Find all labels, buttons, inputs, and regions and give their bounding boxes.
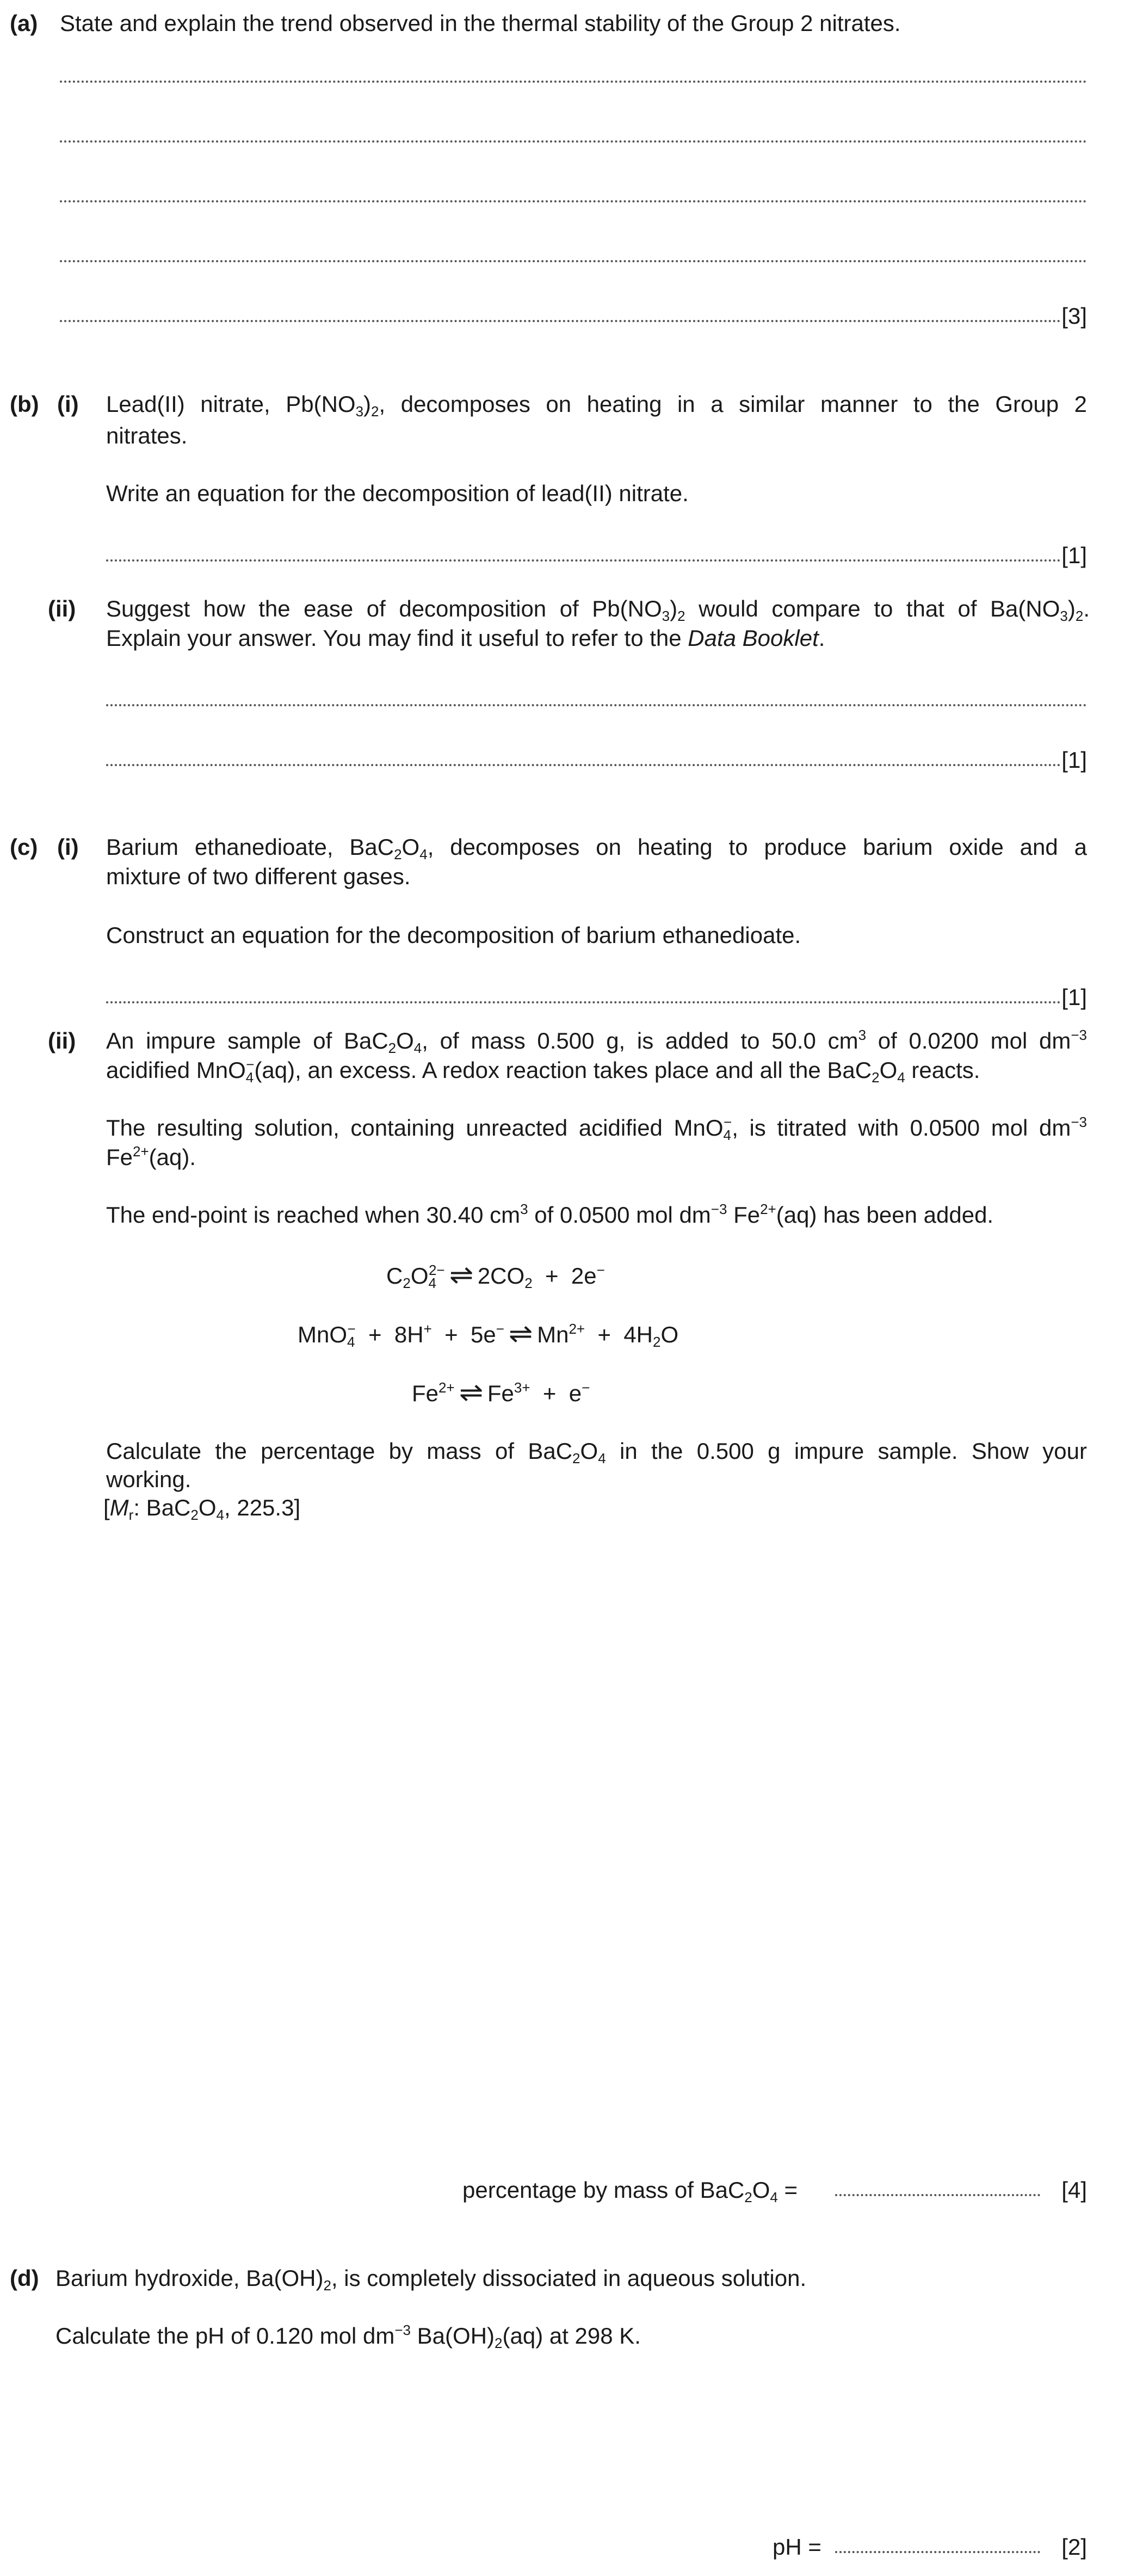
part-a-label: (a) bbox=[10, 10, 38, 36]
part-c-label: (c) bbox=[10, 834, 38, 860]
part-d-text-line1: Barium hydroxide, $Ba(OH)_2$, is completely dissociated in aqueous solution. bbox=[55, 2265, 807, 2294]
answer-line[interactable] bbox=[106, 1001, 1061, 1003]
part-c-ii-para2-line2: $Fe^{2+}(aq)$. bbox=[106, 1143, 196, 1170]
part-c-ii-para1-line2: acidified MnO$_4$−(aq), an excess. A redox reaction takes place and all the $BaC_2O_4$ reacts. bbox=[106, 1056, 980, 1086]
mark-allocation: [3] bbox=[1061, 303, 1087, 329]
half-equation-permanganate: MnO$_4$− + 8H+ + 5e− ⇌ $Mn^{2+} + 4H_2O$ bbox=[298, 1320, 679, 1350]
mark-allocation: [2] bbox=[1061, 2534, 1087, 2560]
part-d-text-line2: Calculate the pH of 0.120 mol $dm^{-3}$ $Ba(OH)_2(aq)$ at 298 K. bbox=[55, 2322, 641, 2351]
mark-allocation: [1] bbox=[1061, 747, 1087, 773]
part-c-i-instruction: Construct an equation for the decomposition of barium ethanedioate. bbox=[106, 922, 801, 948]
percentage-answer-label: percentage by mass of $BaC_2O_4$ = bbox=[462, 2177, 798, 2205]
part-c-i-label: (i) bbox=[57, 834, 79, 860]
part-c-ii-para2-line1: The resulting solution, containing unreacted acidified MnO$_4$−, is titrated with 0.0500 mol $dm^{-3}$ bbox=[106, 1114, 1087, 1143]
half-equation-ethanedioate: $C_2O_4^{2-}$ ⇌ $2CO_2 + 2e^-$ bbox=[386, 1261, 605, 1291]
equilibrium-arrow-icon: ⇌ bbox=[459, 1378, 483, 1407]
ph-answer-field[interactable] bbox=[835, 2551, 1040, 2553]
mark-allocation: [4] bbox=[1061, 2177, 1087, 2203]
part-b-ii-text-line1: Suggest how the ease of decomposition of $Pb(NO_3)_2$ would compare to that of $Ba(NO_3)_2$. bbox=[106, 596, 1090, 624]
part-c-ii-para3: The end-point is reached when 30.40 $cm^3$ of 0.0500 mol $dm^{-3}$ $Fe^{2+}(aq)$ has been added. bbox=[106, 1201, 994, 1228]
part-c-ii-calc-line1: Calculate the percentage by mass of $BaC_2O_4$ in the 0.500 g impure sample. Show your bbox=[106, 1438, 1088, 1466]
answer-line[interactable] bbox=[106, 764, 1061, 766]
answer-line[interactable] bbox=[60, 260, 1087, 262]
part-b-i-label: (i) bbox=[57, 391, 79, 417]
answer-line[interactable] bbox=[106, 704, 1087, 706]
mark-allocation: [1] bbox=[1061, 984, 1087, 1010]
mark-allocation: [1] bbox=[1061, 543, 1087, 568]
part-b-i-instruction: Write an equation for the decomposition of lead(II) nitrate. bbox=[106, 480, 689, 506]
part-c-ii-para1-line1: An impure sample of $BaC_2O_4$, of mass 0.500 g, is added to 50.0 $cm^3$ of 0.0200 mol $dm^{-3}$ bbox=[106, 1027, 1087, 1056]
part-d-label: (d) bbox=[10, 2265, 39, 2291]
part-b-ii-label: (ii) bbox=[48, 596, 76, 621]
answer-line[interactable] bbox=[60, 140, 1087, 143]
part-c-ii-calc-line2: working. bbox=[106, 1466, 191, 1492]
answer-line[interactable] bbox=[60, 81, 1087, 83]
part-c-i-text-line1: Barium ethanedioate, $BaC_2O_4$, decomposes on heating to produce barium oxide and a bbox=[106, 834, 1088, 862]
part-c-ii-label: (ii) bbox=[48, 1028, 76, 1053]
part-c-i-text-line2: mixture of two different gases. bbox=[106, 864, 411, 889]
equilibrium-arrow-icon: ⇌ bbox=[508, 1320, 533, 1348]
half-equation-iron: $Fe^{2+}$ ⇌ $Fe^{3+} + e^-$ bbox=[412, 1378, 590, 1407]
part-b-label: (b) bbox=[10, 391, 39, 417]
answer-line[interactable] bbox=[60, 320, 1061, 322]
part-a-question: State and explain the trend observed in the thermal stability of the Group 2 nitrates. bbox=[60, 10, 901, 36]
part-b-ii-text-line2: Explain your answer. You may find it useful to refer to the Data Booklet. bbox=[106, 625, 825, 651]
answer-line[interactable] bbox=[60, 200, 1087, 202]
equilibrium-arrow-icon: ⇌ bbox=[449, 1261, 473, 1290]
part-b-i-text-line2: nitrates. bbox=[106, 423, 188, 448]
part-b-i-text-line1: Lead(II) nitrate, $Pb(NO_3)_2$, decomposes on heating in a similar manner to the Group 2 bbox=[106, 391, 1088, 420]
relative-formula-mass: [$M_r$: $BaC_2O_4$, 225.3] bbox=[103, 1495, 301, 1523]
percentage-answer-field[interactable] bbox=[835, 2194, 1040, 2196]
answer-line[interactable] bbox=[106, 559, 1061, 562]
ph-answer-label: pH = bbox=[773, 2534, 828, 2560]
